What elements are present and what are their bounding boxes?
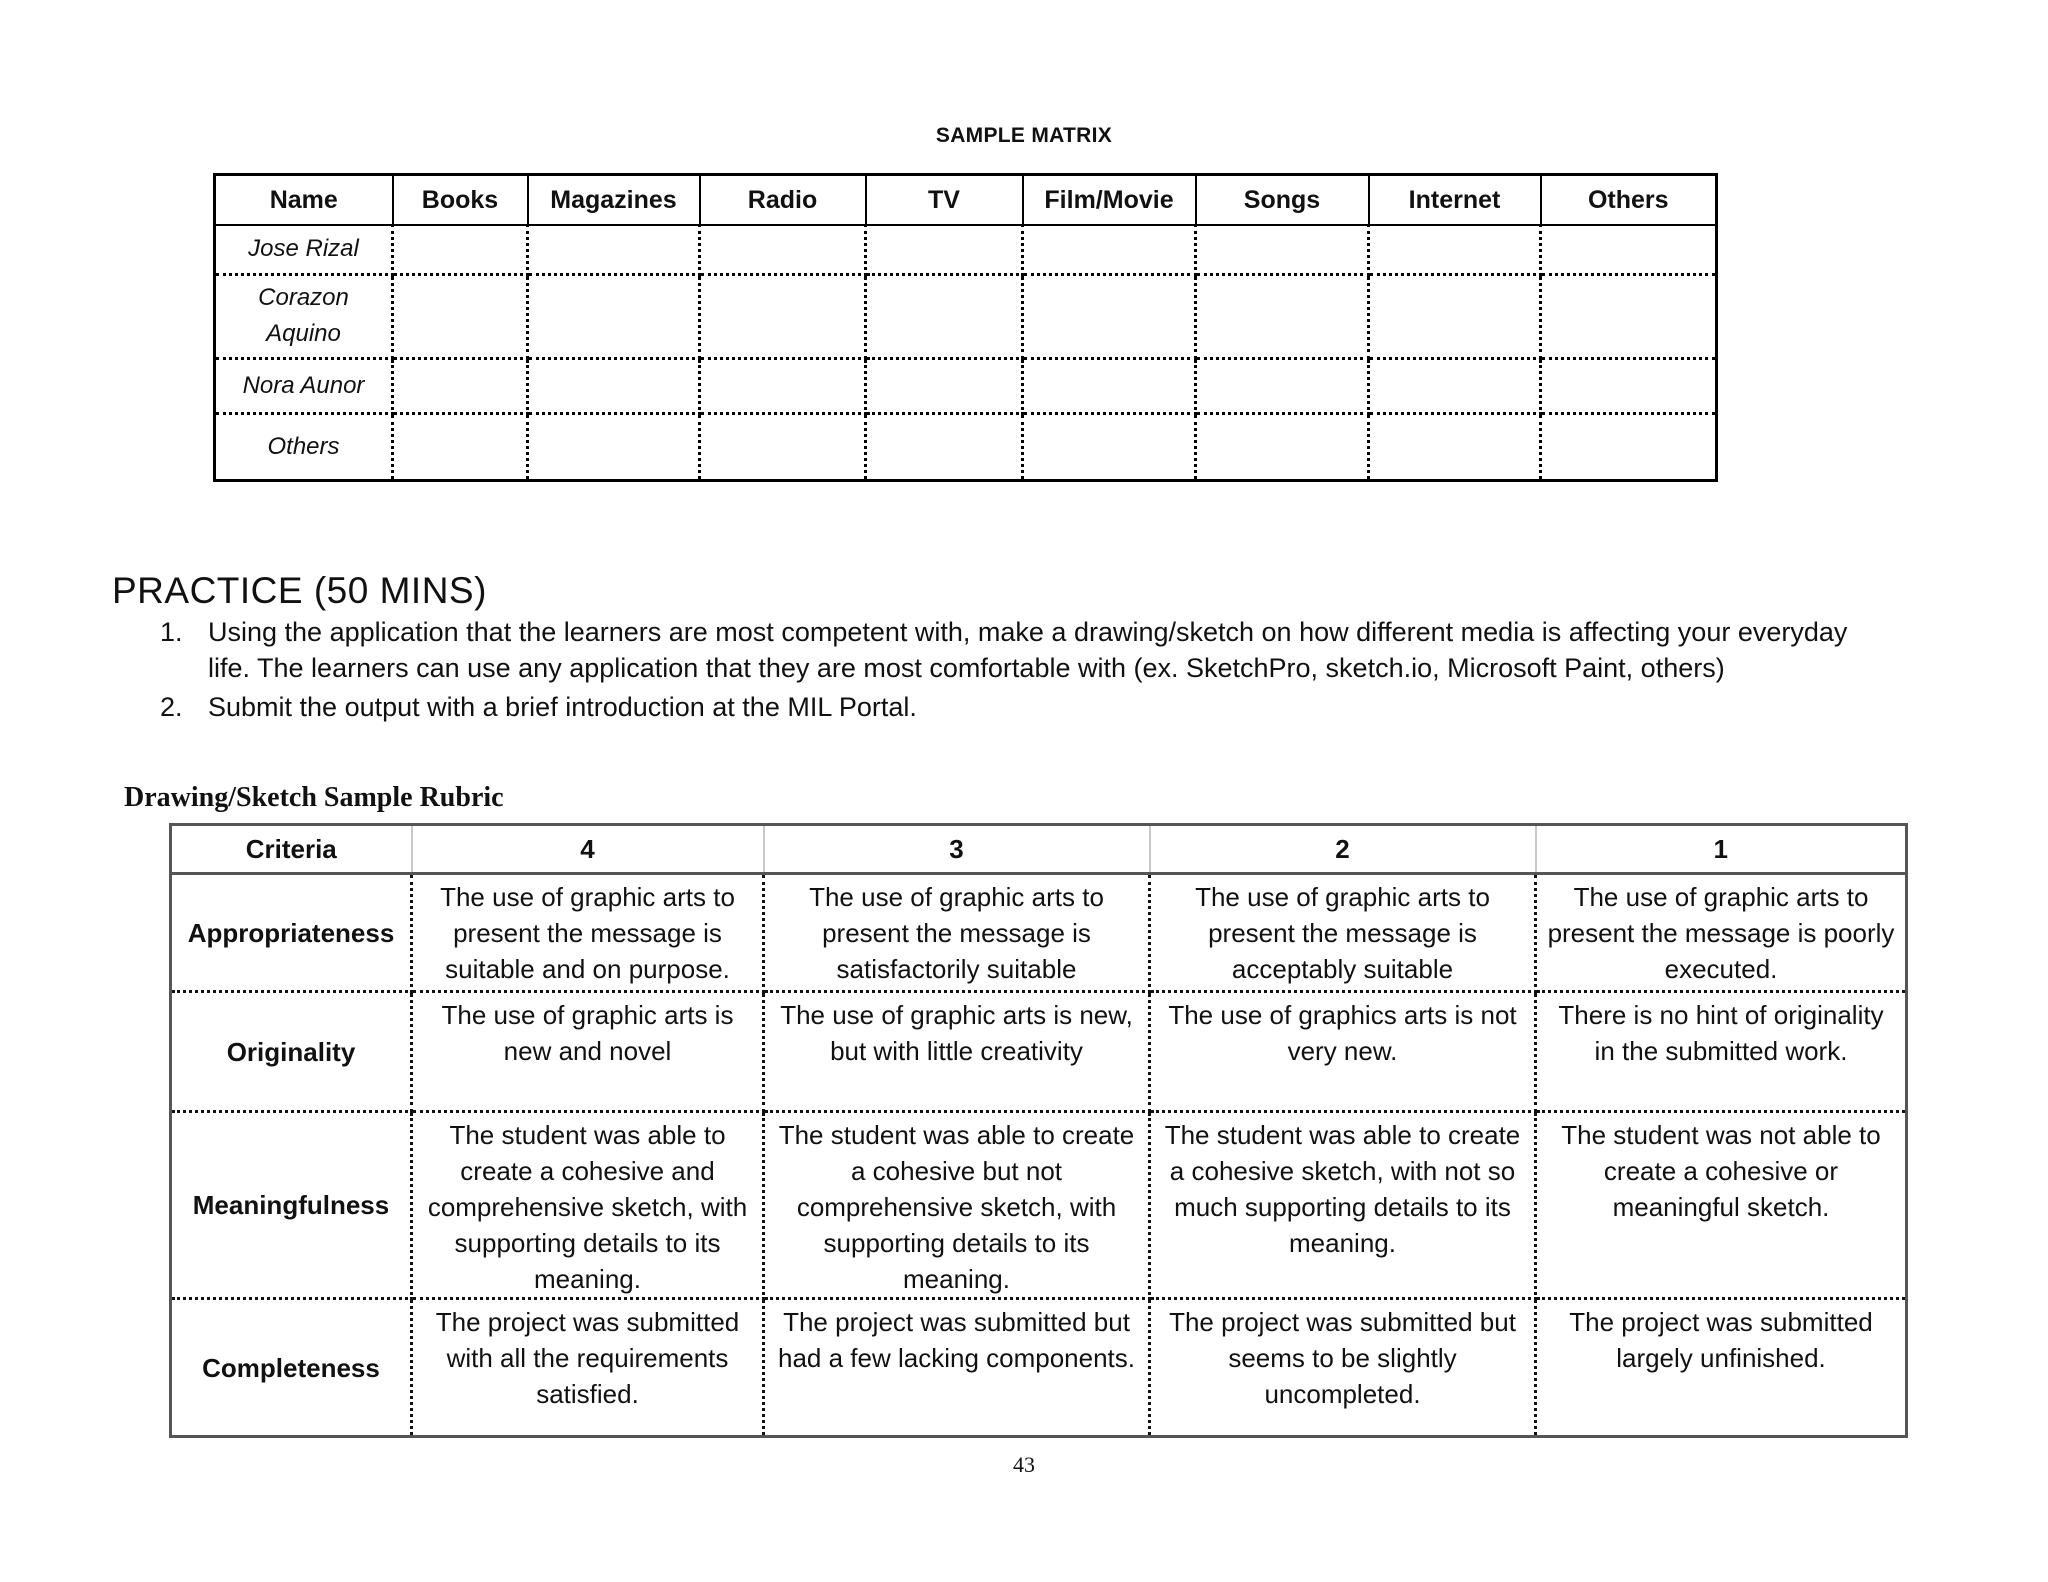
matrix-cell bbox=[393, 225, 528, 274]
rubric-row bbox=[171, 1299, 1907, 1437]
rubric-header-score-3: 3 bbox=[764, 825, 1150, 874]
rubric-row bbox=[171, 992, 1907, 1112]
matrix-cell bbox=[528, 413, 700, 480]
matrix-row bbox=[215, 413, 1717, 480]
matrix-header-name: Name bbox=[215, 175, 393, 226]
matrix-cell bbox=[393, 413, 528, 480]
rubric-cell: The use of graphics arts is not very new. bbox=[1150, 992, 1536, 1112]
matrix-cell bbox=[700, 274, 866, 358]
rubric-cell: The student was able to create a cohesive but not comprehensive sketch, with supporting details to its meaning. bbox=[764, 1112, 1150, 1299]
matrix-header-books: Books bbox=[393, 175, 528, 226]
rubric-cell: The student was not able to create a cohesive or meaningful sketch. bbox=[1536, 1112, 1907, 1299]
rubric-title: Drawing/Sketch Sample Rubric bbox=[124, 782, 504, 813]
rubric-criteria: Originality bbox=[171, 992, 412, 1112]
rubric-cell: The project was submitted but had a few lacking components. bbox=[764, 1299, 1150, 1437]
matrix-cell bbox=[528, 274, 700, 358]
rubric-row bbox=[171, 1112, 1907, 1299]
matrix-row-name: Jose Rizal bbox=[215, 225, 393, 274]
matrix-cell bbox=[1541, 274, 1717, 358]
matrix-row bbox=[215, 225, 1717, 274]
rubric-cell: The project was submitted but seems to be slightly uncompleted. bbox=[1150, 1299, 1536, 1437]
matrix-cell bbox=[866, 225, 1023, 274]
matrix-cell bbox=[1023, 225, 1196, 274]
practice-item bbox=[160, 614, 1880, 686]
matrix-cell bbox=[866, 274, 1023, 358]
matrix-cell bbox=[866, 358, 1023, 413]
matrix-cell bbox=[1196, 358, 1369, 413]
matrix-cell bbox=[1369, 225, 1541, 274]
practice-item-text: Using the application that the learners are most competent with, make a drawing/sketch on how different media is affecting your everyday life. The learners can use any application that they are most comfortable with (ex. SketchPro, sketch.io, Microsoft Paint, others) bbox=[208, 617, 1848, 683]
rubric-cell: The use of graphic arts to present the message is poorly executed. bbox=[1536, 874, 1907, 992]
matrix-cell bbox=[1023, 274, 1196, 358]
rubric-row bbox=[171, 874, 1907, 992]
matrix-cell bbox=[700, 225, 866, 274]
rubric-header-criteria: Criteria bbox=[171, 825, 412, 874]
rubric-table bbox=[169, 823, 1908, 1438]
matrix-cell bbox=[1196, 225, 1369, 274]
rubric-cell: The use of graphic arts is new, but with little creativity bbox=[764, 992, 1150, 1112]
rubric-cell: The student was able to create a cohesive and comprehensive sketch, with supporting details to its meaning. bbox=[412, 1112, 764, 1299]
rubric-header-row bbox=[171, 825, 1907, 874]
rubric-criteria: Meaningfulness bbox=[171, 1112, 412, 1299]
matrix-row bbox=[215, 358, 1717, 413]
practice-item bbox=[160, 689, 1880, 725]
practice-heading: PRACTICE (50 MINS) bbox=[112, 570, 487, 611]
matrix-cell bbox=[1369, 358, 1541, 413]
matrix-title: SAMPLE MATRIX bbox=[935, 124, 1113, 147]
matrix-cell bbox=[393, 274, 528, 358]
matrix-cell bbox=[700, 358, 866, 413]
matrix-cell bbox=[866, 413, 1023, 480]
matrix-cell bbox=[700, 413, 866, 480]
rubric-cell: The student was able to create a cohesive sketch, with not so much supporting details to its meaning. bbox=[1150, 1112, 1536, 1299]
rubric-cell: The project was submitted largely unfinished. bbox=[1569, 1307, 1873, 1373]
page-number: 43 bbox=[1013, 1452, 1035, 1477]
matrix-cell bbox=[1196, 274, 1369, 358]
rubric-cell: There is no hint of originality in the submitted work. bbox=[1536, 992, 1907, 1112]
matrix-row-name: Others bbox=[215, 413, 393, 480]
matrix-header-magazines: Magazines bbox=[528, 175, 700, 226]
practice-list bbox=[160, 614, 1880, 725]
practice-item-number: 2. bbox=[160, 692, 183, 722]
matrix-cell bbox=[1541, 358, 1717, 413]
matrix-cell bbox=[1541, 225, 1717, 274]
matrix-cell bbox=[393, 358, 528, 413]
rubric-cell: The use of graphic arts to present the message is acceptably suitable bbox=[1150, 874, 1536, 992]
rubric-header-score-1: 1 bbox=[1536, 825, 1907, 874]
matrix-cell bbox=[1023, 413, 1196, 480]
matrix-row-name: Corazon Aquino bbox=[215, 274, 393, 358]
matrix-cell bbox=[1541, 413, 1717, 480]
rubric-cell: The use of graphic arts to present the message is suitable and on purpose. bbox=[412, 874, 764, 992]
matrix-header-tv: TV bbox=[866, 175, 1023, 226]
rubric-cell: The use of graphic arts to present the message is satisfactorily suitable bbox=[764, 874, 1150, 992]
matrix-row bbox=[215, 274, 1717, 358]
matrix-header-internet: Internet bbox=[1369, 175, 1541, 226]
matrix-cell bbox=[1023, 358, 1196, 413]
matrix-cell bbox=[1196, 413, 1369, 480]
rubric-header-score-4: 4 bbox=[412, 825, 764, 874]
matrix-header-others: Others bbox=[1541, 175, 1717, 226]
matrix-cell bbox=[1369, 274, 1541, 358]
matrix-cell bbox=[528, 358, 700, 413]
rubric-cell: The project was submitted with all the requirements satisfied. bbox=[412, 1299, 764, 1437]
matrix-cell bbox=[528, 225, 700, 274]
rubric-criteria: Appropriateness bbox=[171, 874, 412, 992]
sample-matrix-table bbox=[213, 173, 1718, 482]
rubric-criteria: Completeness bbox=[171, 1299, 412, 1437]
matrix-header-songs: Songs bbox=[1196, 175, 1369, 226]
matrix-header-film-movie: Film/Movie bbox=[1023, 175, 1196, 226]
matrix-header-radio: Radio bbox=[700, 175, 866, 226]
matrix-header-row bbox=[215, 175, 1717, 226]
matrix-row-name: Nora Aunor bbox=[215, 358, 393, 413]
matrix-cell bbox=[1369, 413, 1541, 480]
practice-item-number: 1. bbox=[160, 617, 183, 647]
rubric-header-score-2: 2 bbox=[1150, 825, 1536, 874]
rubric-cell: The use of graphic arts is new and novel bbox=[412, 992, 764, 1112]
practice-item-text: Submit the output with a brief introduction at the MIL Portal. bbox=[208, 692, 917, 722]
